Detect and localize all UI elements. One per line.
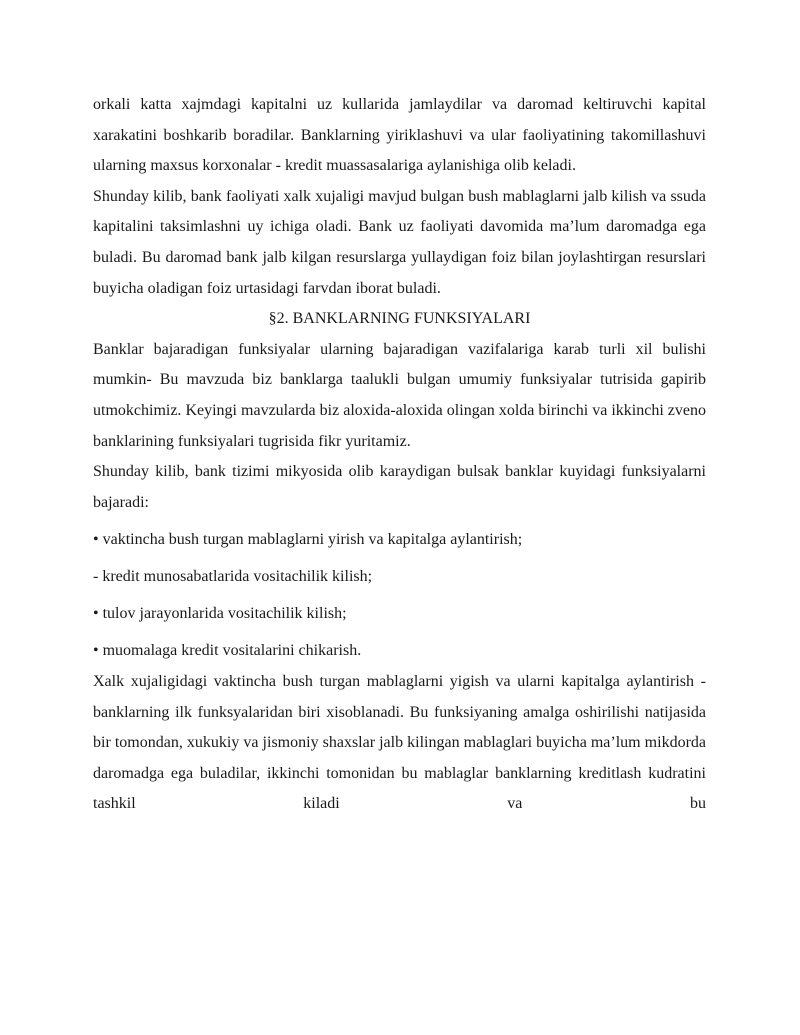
paragraph-2: Shunday kilib, bank faoliyati xalk xujaligi mavjud bulgan bush mablaglarni jalb kilish va ssuda kapitalini taksimlashni uy ichiga oladi. Bank uz faoliyati davomida ma’lum daromadga ega buladi. Bu daromad bank jalb kilgan resurslarga yullaydigan foiz bilan joylashtirgan resurslari buyicha oladigan foiz urtasidagi farvdan iborat buladi.: [93, 187, 706, 297]
list-item: • vaktincha bush turgan mablaglarni yirish va kapitalga aylantirish;: [93, 530, 523, 548]
paragraph-5: Xalk xujaligidagi vaktincha bush turgan mablaglarni yigish va ularni kapitalga aylantirish - banklarning ilk funksyalaridan biri xisoblanadi. Bu funksiyaning amalga oshirilishi natijasida bir tomondan, xukukiy va jismoniy shaxslar jalb kilingan mablaglari buyicha ma’lum mikdorda daromadga ega buladilar, ikkinchi tomonidan bu mablaglar banklarning kreditlash kudratini tashkil kiladi va bu: [93, 673, 706, 813]
list-item: • muomalaga kredit vositalarini chikarish.: [93, 642, 362, 660]
paragraph-1: orkali katta xajmdagi kapitalni uz kullarida jamlaydilar va daromad keltiruvchi kapital xarakatini boshkarib boradilar. Banklarning yiriklashuvi va ular faoliyatining takomillashuvi ularning maxsus korxonalar - kredit muassasalariga aylanishiga olib keladi.: [93, 96, 706, 175]
list-item: • tulov jarayonlarida vositachilik kilish;: [93, 605, 347, 623]
document-page: [93, 90, 706, 820]
list-item: - kredit munosabatlarida vositachilik kilish;: [93, 568, 373, 586]
section-heading: §2. BANKLARNING FUNKSIYALARI: [268, 310, 531, 328]
paragraph-4: Shunday kilib, bank tizimi mikyosida olib karaydigan bulsak banklar kuyidagi funksiyalarni bajaradi:: [93, 463, 706, 511]
paragraph-3: Banklar bajaradigan funksiyalar ularning bajaradigan vazifalariga karab turli xil bulishi mumkin- Bu mavzuda biz banklarga taalukli bulgan umumiy funksiyalar tutrisida gapirib utmokchimiz. Keyingi mavzularda biz aloxida-aloxida olingan xolda birinchi va ikkinchi zveno banklarining funksiyalari tugrisida fikr yuritamiz.: [93, 340, 706, 450]
